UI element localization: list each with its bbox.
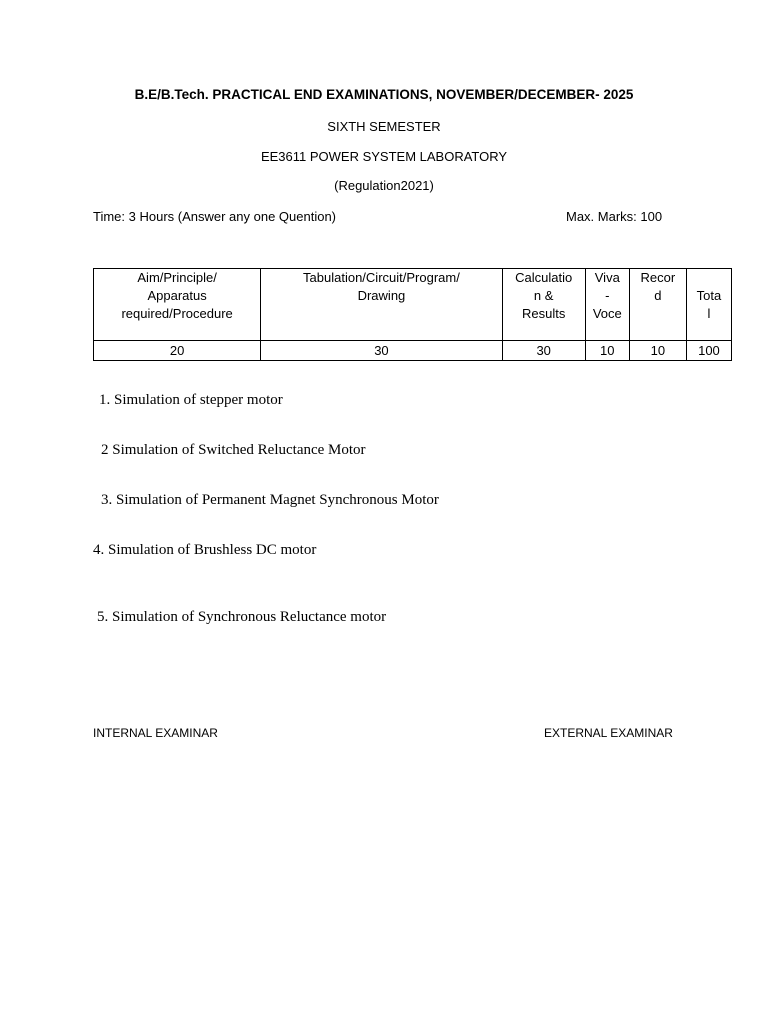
marks-cell: 20	[94, 341, 261, 361]
header-line: d	[654, 288, 662, 303]
table-header-row	[94, 269, 732, 341]
question-item: 5. Simulation of Synchronous Reluctance motor	[97, 609, 387, 625]
subject-title: EE3611 POWER SYSTEM LABORATORY	[260, 149, 508, 164]
marks-cell: 100	[686, 341, 731, 361]
header-line: Apparatus	[147, 288, 207, 303]
header-line: -	[605, 288, 610, 303]
marks-distribution-table	[93, 268, 732, 361]
time-duration: Time: 3 Hours (Answer any one Quention)	[93, 209, 337, 224]
table-row	[94, 341, 732, 361]
header-cell-aim	[94, 269, 261, 341]
header-line: Calculatio	[515, 270, 573, 285]
header-cell-viva	[585, 269, 629, 341]
marks-cell: 30	[502, 341, 585, 361]
question-item: 2 Simulation of Switched Reluctance Motor	[101, 442, 366, 458]
internal-examiner-label: INTERNAL EXAMINAR	[93, 726, 218, 740]
external-examiner-label: EXTERNAL EXAMINAR	[544, 726, 673, 740]
max-marks: Max. Marks: 100	[566, 209, 663, 224]
header-line: Viva	[594, 270, 620, 285]
header-line: l	[707, 305, 711, 321]
marks-cell: 10	[585, 341, 629, 361]
header-cell-calculation	[502, 269, 585, 341]
header-line: Results	[522, 306, 566, 321]
question-item: 4. Simulation of Brushless DC motor	[93, 542, 317, 558]
exam-title: B.E/B.Tech. PRACTICAL END EXAMINATIONS, NOVEMBER/DECEMBER- 2025	[134, 87, 634, 102]
header-line: Tota	[696, 287, 722, 303]
header-line: n &	[533, 288, 554, 303]
header-cell-tabulation	[261, 269, 502, 341]
marks-cell: 10	[629, 341, 686, 361]
header-line: Voce	[592, 306, 622, 321]
header-cell-total	[686, 269, 731, 341]
question-item: 3. Simulation of Permanent Magnet Synchronous Motor	[101, 492, 439, 508]
header-cell-record	[629, 269, 686, 341]
question-item: 1. Simulation of stepper motor	[99, 392, 283, 408]
header-line: Recor	[640, 270, 676, 285]
header-line: Drawing	[357, 288, 406, 303]
semester-label: SIXTH SEMESTER	[327, 119, 441, 134]
header-line: required/Procedure	[121, 306, 233, 321]
header-line: Aim/Principle/	[137, 270, 217, 285]
header-line: Tabulation/Circuit/Program/	[303, 270, 460, 285]
regulation-label: (Regulation2021)	[334, 178, 434, 193]
marks-cell: 30	[261, 341, 502, 361]
